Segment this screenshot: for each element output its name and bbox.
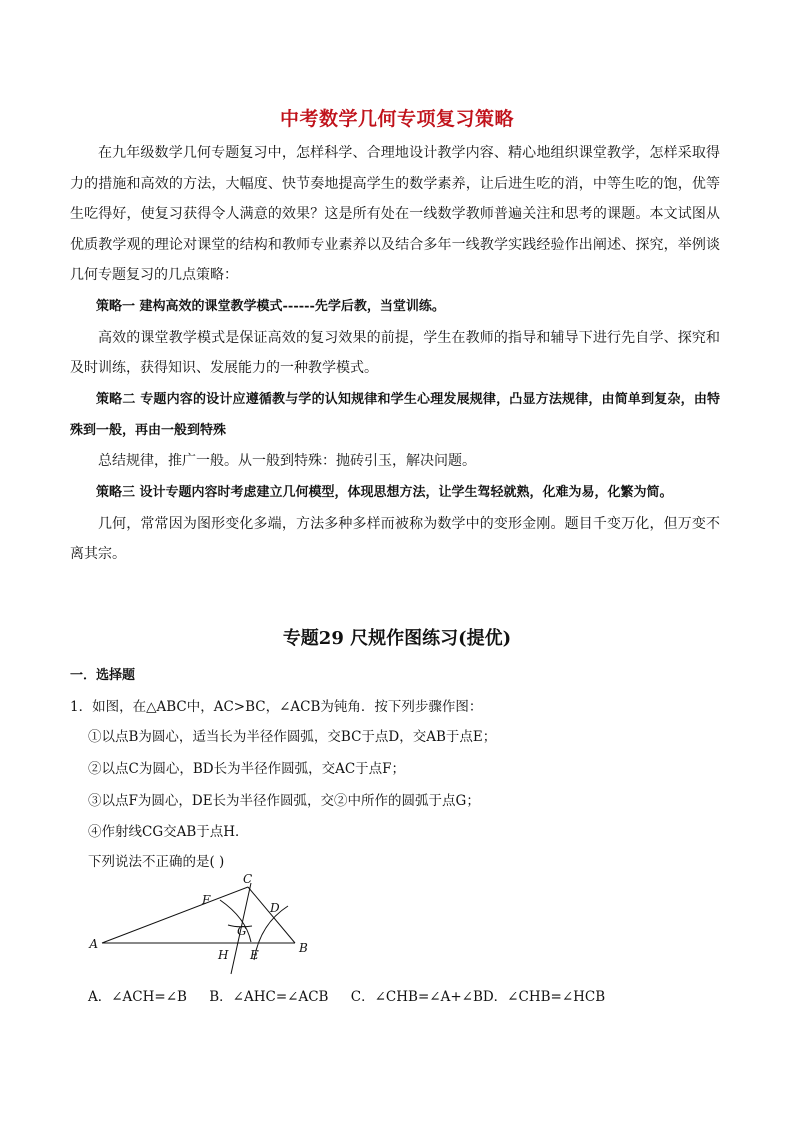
question-step-4: ④作射线CG交AB于点H． xyxy=(88,824,249,840)
question-step-1: ①以点B为圆心，适当长为半径作圆弧，交BC于点D，交AB于点E； xyxy=(88,729,497,745)
strategy-one-heading: 策略一 建构高效的课堂教学模式------先学后教，当堂训练。 xyxy=(96,299,445,314)
strategy-two-block xyxy=(70,385,720,477)
intro-paragraph xyxy=(70,138,720,291)
strategy-one-block xyxy=(70,292,720,384)
label-h: H xyxy=(218,948,229,962)
document-title: 中考数学几何专项复习策略 xyxy=(279,108,514,130)
question-prompt: 下列说法不正确的是( ) xyxy=(88,854,225,870)
label-g: G xyxy=(237,924,247,938)
option-c-d[interactable]: C．∠CHB=∠A+∠BD．∠CHB=∠HCB xyxy=(350,989,606,1005)
question-step-3: ③以点F为圆心，DE长为半径作圆弧，交②中所作的圆弧于点G； xyxy=(88,793,480,809)
label-c: C xyxy=(243,872,253,886)
strategy-three-text: 几何，常常因为图形变化多端，方法多种多样而被称为数学中的变形金刚。题目千变万化，但万变不离其宗。 xyxy=(70,515,720,563)
label-f: F xyxy=(202,893,211,907)
label-b: B xyxy=(299,941,308,955)
strategy-two-heading: 策略二 专题内容的设计应遵循教与学的认知规律和学生心理发展规律，凸显方法规律，由简单到复杂，由特殊到一般，再由一般到特殊 xyxy=(70,392,720,438)
option-b[interactable]: B．∠AHC=∠ACB xyxy=(209,989,329,1005)
label-d: D xyxy=(270,901,280,915)
geometry-figure xyxy=(80,870,340,980)
answer-options xyxy=(88,985,623,1005)
strategy-one-text: 高效的课堂教学模式是保证高效的复习效果的前提，学生在教师的指导和辅导下进行先自学、探究和及时训练，获得知识、发展能力的一种教学模式。 xyxy=(70,329,720,377)
strategy-two-text: 总结规律，推广一般。从一般到特殊：抛砖引玉，解决问题。 xyxy=(98,453,476,470)
segment-ac xyxy=(102,887,248,943)
strategy-three-block xyxy=(70,478,720,570)
option-a[interactable]: A．∠ACH=∠B xyxy=(88,989,187,1005)
segment-bc xyxy=(248,887,295,943)
question-step-2: ②以点C为圆心，BD长为半径作圆弧，交AC于点F； xyxy=(88,761,406,777)
section-heading: 一．选择题 xyxy=(70,668,136,683)
strategy-three-heading: 策略三 设计专题内容时考虑建立几何模型，体现思想方法，让学生驾轻就熟，化难为易，化繁为简。 xyxy=(96,485,673,500)
intro-text: 在九年级数学几何专题复习中，怎样科学、合理地设计教学内容、精心地组织课堂教学，怎样采取得力的措施和高效的方法，大幅度、快节奏地提高学生的数学素养，让后进生吃的消，中等生吃的饱，优等生吃得好，使复习获得令人满意的效果？这是所有处在一线数学教师普遍关注和思考的课题。本文试图从优质教学观的理论对课堂的结构和教师专业素养以及结合多年一线教学实践经验作出阐述、探究，举例谈几何专题复习的几点策略： xyxy=(70,145,720,284)
question-stem: 1．如图，在△ABC中，AC>BC，∠ACB为钝角．按下列步骤作图： xyxy=(70,699,483,715)
topic-title: 专题29 尺规作图练习(提优) xyxy=(282,628,512,649)
label-a: A xyxy=(89,937,98,951)
label-e: E xyxy=(250,948,259,962)
